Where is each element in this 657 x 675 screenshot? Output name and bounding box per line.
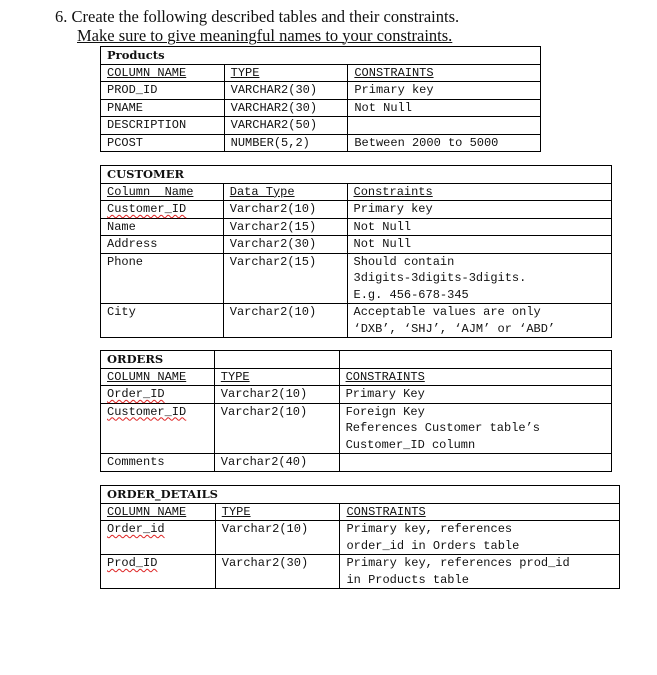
column-header: COLUMN NAME bbox=[101, 503, 216, 521]
constraint-cell bbox=[339, 454, 611, 472]
constraint-line: Foreign Key bbox=[345, 404, 425, 419]
column-header: TYPE bbox=[214, 368, 339, 386]
column-header: Column Name bbox=[101, 183, 224, 201]
column-header: CONSTRAINTS bbox=[348, 64, 541, 82]
constraint-cell bbox=[339, 386, 611, 404]
constraint-cell bbox=[340, 521, 620, 555]
constraint-line: in Products table bbox=[346, 572, 469, 587]
table-row bbox=[101, 454, 612, 472]
constraint-line: Not Null bbox=[353, 219, 412, 234]
constraint-cell: Between 2000 to 5000 bbox=[348, 134, 541, 152]
table-row bbox=[101, 82, 541, 100]
constraint-line: Should contain bbox=[353, 254, 455, 269]
constraint-cell bbox=[347, 304, 612, 338]
heading-line-1: 6. Create the following described tables and their constraints. bbox=[55, 7, 460, 26]
table-title-row bbox=[101, 47, 541, 65]
table-row bbox=[101, 386, 612, 404]
column-header: Data Type bbox=[223, 183, 347, 201]
table-title-row bbox=[101, 351, 612, 369]
column-header: TYPE bbox=[215, 503, 340, 521]
table-row bbox=[101, 253, 612, 304]
constraint-line: Primary key, references prod_id bbox=[346, 556, 570, 570]
table-row bbox=[101, 117, 541, 135]
title-blank-cell bbox=[214, 351, 339, 369]
type-cell: Varchar2(10) bbox=[214, 386, 339, 404]
type-cell: NUMBER(5,2) bbox=[224, 134, 348, 152]
table-header-row bbox=[101, 183, 612, 201]
type-cell: VARCHAR2(30) bbox=[224, 99, 348, 117]
table-row bbox=[101, 236, 612, 254]
column-name-cell: Address bbox=[101, 236, 224, 254]
table-row bbox=[101, 99, 541, 117]
constraint-line: 3digits-3digits-3digits. bbox=[353, 271, 527, 285]
column-header: CONSTRAINTS bbox=[339, 368, 611, 386]
constraint-cell bbox=[348, 117, 541, 135]
constraint-line: Customer_ID column bbox=[345, 437, 476, 452]
column-header: COLUMN NAME bbox=[101, 64, 225, 82]
question-heading bbox=[55, 7, 459, 45]
table-title: ORDERS bbox=[101, 351, 215, 369]
constraint-line: E.g. 456-678-345 bbox=[353, 287, 469, 302]
table-title: CUSTOMER bbox=[101, 166, 612, 184]
column-name-cell: Order_id bbox=[101, 521, 216, 555]
order-details-table bbox=[100, 485, 620, 589]
column-name-cell: PNAME bbox=[101, 99, 225, 117]
column-header: CONSTRAINTS bbox=[340, 503, 620, 521]
type-cell: Varchar2(15) bbox=[223, 218, 347, 236]
table-header-row bbox=[101, 368, 612, 386]
constraint-cell bbox=[339, 403, 611, 454]
type-cell: Varchar2(30) bbox=[223, 236, 347, 254]
column-name-cell: City bbox=[101, 304, 224, 338]
type-cell: Varchar2(10) bbox=[223, 304, 347, 338]
constraint-line: References Customer table’s bbox=[345, 421, 540, 435]
column-name-cell: Comments bbox=[101, 454, 215, 472]
column-name-cell: DESCRIPTION bbox=[101, 117, 225, 135]
constraint-line: Primary Key bbox=[345, 387, 425, 401]
type-cell: Varchar2(10) bbox=[214, 403, 339, 454]
table-row bbox=[101, 304, 612, 338]
column-name-cell: PROD_ID bbox=[101, 82, 225, 100]
constraint-cell bbox=[347, 201, 612, 219]
column-header: Constraints bbox=[347, 183, 612, 201]
constraint-cell bbox=[347, 236, 612, 254]
column-name-cell: Prod_ID bbox=[101, 555, 216, 589]
table-title-row bbox=[101, 166, 612, 184]
type-cell: Varchar2(30) bbox=[215, 555, 340, 589]
column-name-cell: PCOST bbox=[101, 134, 225, 152]
orders-table bbox=[100, 350, 612, 472]
constraint-line: Primary key, references bbox=[346, 522, 513, 536]
type-cell: Varchar2(10) bbox=[215, 521, 340, 555]
constraint-cell bbox=[340, 555, 620, 589]
table-row bbox=[101, 521, 620, 555]
column-name-cell: Name bbox=[101, 218, 224, 236]
table-row bbox=[101, 403, 612, 454]
constraint-cell: Primary key bbox=[348, 82, 541, 100]
column-name-cell: Customer_ID bbox=[101, 403, 215, 454]
constraint-cell: Not Null bbox=[348, 99, 541, 117]
table-title: Products bbox=[101, 47, 541, 65]
table-row bbox=[101, 201, 612, 219]
column-header: TYPE bbox=[224, 64, 348, 82]
heading-line-2: Make sure to give meaningful names to your constraints. bbox=[77, 26, 453, 45]
constraint-line: Acceptable values are only bbox=[353, 305, 541, 319]
table-title-row bbox=[101, 486, 620, 504]
constraint-line: order_id in Orders table bbox=[346, 538, 520, 553]
table-row bbox=[101, 218, 612, 236]
type-cell: VARCHAR2(30) bbox=[224, 82, 348, 100]
constraint-line: Not Null bbox=[353, 237, 412, 251]
column-name-cell: Phone bbox=[101, 253, 224, 304]
table-header-row bbox=[101, 64, 541, 82]
type-cell: Varchar2(40) bbox=[214, 454, 339, 472]
type-cell: Varchar2(10) bbox=[223, 201, 347, 219]
table-row bbox=[101, 134, 541, 152]
type-cell: VARCHAR2(50) bbox=[224, 117, 348, 135]
table-header-row bbox=[101, 503, 620, 521]
column-header: COLUMN NAME bbox=[101, 368, 215, 386]
customer-table bbox=[100, 165, 612, 338]
constraint-cell bbox=[347, 218, 612, 236]
constraint-line: Primary key bbox=[353, 202, 433, 216]
type-cell: Varchar2(15) bbox=[223, 253, 347, 304]
products-table bbox=[100, 46, 541, 152]
title-blank-cell bbox=[339, 351, 611, 369]
table-row bbox=[101, 555, 620, 589]
column-name-cell: Order_ID bbox=[101, 386, 215, 404]
table-title: ORDER_DETAILS bbox=[101, 486, 620, 504]
constraint-line: ‘DXB’, ‘SHJ’, ‘AJM’ or ‘ABD’ bbox=[353, 321, 556, 336]
column-name-cell: Customer_ID bbox=[101, 201, 224, 219]
constraint-line bbox=[346, 454, 605, 471]
constraint-cell bbox=[347, 253, 612, 304]
